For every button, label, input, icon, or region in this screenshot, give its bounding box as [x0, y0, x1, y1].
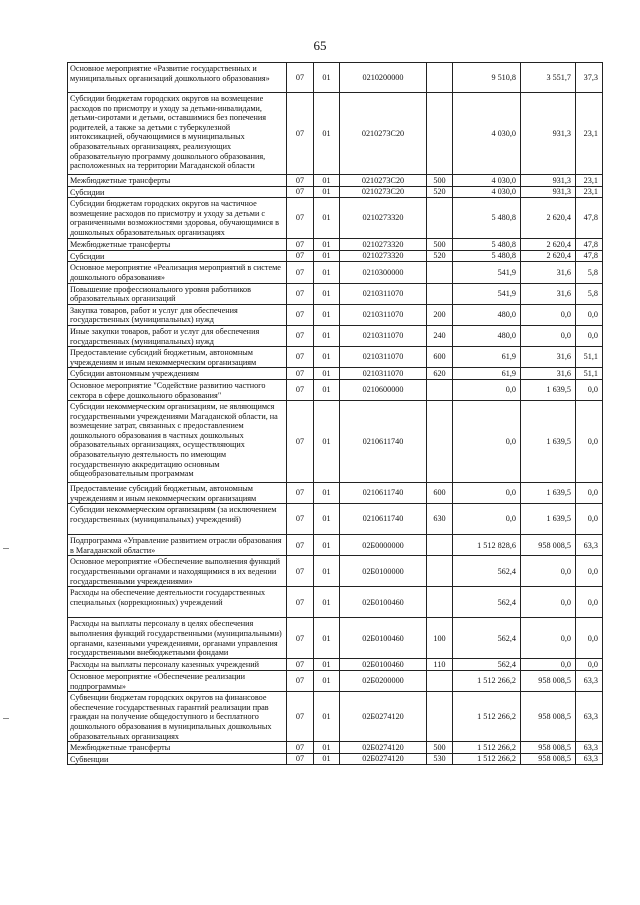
target-article-code: 0210311070: [340, 368, 427, 380]
actual-amount: 0,0: [521, 659, 576, 671]
table-body: [68, 63, 603, 765]
actual-amount: 958 008,5: [521, 742, 576, 754]
plan-amount: 0,0: [453, 401, 521, 483]
subsection-code: 01: [314, 753, 340, 765]
actual-amount: 2 620,4: [521, 250, 576, 262]
section-code: 07: [287, 368, 314, 380]
row-name: Межбюджетные трансферты: [68, 175, 287, 187]
execution-percent: 23,1: [576, 93, 603, 175]
row-name: Повышение профессионального уровня работников образовательных организаций: [68, 283, 287, 304]
section-code: 07: [287, 325, 314, 346]
execution-percent: 0,0: [576, 659, 603, 671]
actual-amount: 0,0: [521, 587, 576, 618]
execution-percent: 5,8: [576, 283, 603, 304]
table-row: [68, 692, 603, 742]
actual-amount: 958 008,5: [521, 753, 576, 765]
subsection-code: 01: [314, 175, 340, 187]
actual-amount: 1 639,5: [521, 504, 576, 535]
subsection-code: 01: [314, 63, 340, 93]
table-row: [68, 262, 603, 283]
expense-type-code: [427, 556, 453, 587]
target-article-code: 02Б0274120: [340, 692, 427, 742]
execution-percent: 37,3: [576, 63, 603, 93]
subsection-code: 01: [314, 556, 340, 587]
section-code: 07: [287, 175, 314, 187]
table-row: [68, 250, 603, 262]
subsection-code: 01: [314, 347, 340, 368]
row-name: Предоставление субсидий бюджетным, автономным учреждениям и иным некоммерческим организациям: [68, 483, 287, 504]
execution-percent: 63,3: [576, 753, 603, 765]
subsection-code: 01: [314, 283, 340, 304]
expense-type-code: 600: [427, 347, 453, 368]
plan-amount: 0,0: [453, 483, 521, 504]
target-article-code: 0210300000: [340, 262, 427, 283]
target-article-code: 0210611740: [340, 504, 427, 535]
actual-amount: 0,0: [521, 556, 576, 587]
subsection-code: 01: [314, 535, 340, 556]
expense-type-code: [427, 262, 453, 283]
section-code: 07: [287, 93, 314, 175]
section-code: 07: [287, 401, 314, 483]
table-row: [68, 504, 603, 535]
section-code: 07: [287, 63, 314, 93]
expense-type-code: 630: [427, 504, 453, 535]
actual-amount: 31,6: [521, 347, 576, 368]
page-number: 65: [313, 38, 327, 53]
plan-amount: 562,4: [453, 618, 521, 659]
target-article-code: 02Б0100460: [340, 618, 427, 659]
target-article-code: 02Б0200000: [340, 671, 427, 692]
table-row: [68, 283, 603, 304]
target-article-code: 0210611740: [340, 483, 427, 504]
expense-type-code: 530: [427, 753, 453, 765]
plan-amount: 5 480,8: [453, 198, 521, 239]
row-name: Межбюджетные трансферты: [68, 742, 287, 754]
expense-type-code: [427, 379, 453, 400]
table-row: [68, 753, 603, 765]
section-code: 07: [287, 692, 314, 742]
plan-amount: 4 030,0: [453, 175, 521, 187]
section-code: 07: [287, 587, 314, 618]
subsection-code: 01: [314, 250, 340, 262]
execution-percent: 0,0: [576, 401, 603, 483]
section-code: 07: [287, 742, 314, 754]
plan-amount: 9 510,8: [453, 63, 521, 93]
section-code: 07: [287, 618, 314, 659]
section-code: 07: [287, 262, 314, 283]
target-article-code: 0210273320: [340, 250, 427, 262]
actual-amount: 931,3: [521, 93, 576, 175]
expense-type-code: 100: [427, 618, 453, 659]
execution-percent: 0,0: [576, 483, 603, 504]
section-code: 07: [287, 671, 314, 692]
target-article-code: 0210273С20: [340, 175, 427, 187]
actual-amount: 958 008,5: [521, 671, 576, 692]
table-row: [68, 347, 603, 368]
plan-amount: 562,4: [453, 659, 521, 671]
expense-type-code: [427, 93, 453, 175]
section-code: 07: [287, 198, 314, 239]
plan-amount: 5 480,8: [453, 239, 521, 251]
row-name: Субвенции: [68, 753, 287, 765]
actual-amount: 931,3: [521, 175, 576, 187]
target-article-code: 02Б0100460: [340, 587, 427, 618]
row-name: Расходы на обеспечение деятельности государственных специальных (коррекционных) учреждений: [68, 587, 287, 618]
row-name: Субсидии бюджетам городских округов на частичное возмещение расходов по присмотру и уходу за детьми с ограниченными возможностями здоровья, обучающимися в дошкольных образовательных организациях: [68, 198, 287, 239]
target-article-code: 02Б0000000: [340, 535, 427, 556]
row-name: Расходы на выплаты персоналу казенных учреждений: [68, 659, 287, 671]
table-row: [68, 175, 603, 187]
subsection-code: 01: [314, 198, 340, 239]
section-code: 07: [287, 379, 314, 400]
section-code: 07: [287, 283, 314, 304]
plan-amount: 1 512 266,2: [453, 753, 521, 765]
table-row: [68, 587, 603, 618]
target-article-code: 02Б0274120: [340, 753, 427, 765]
plan-amount: 562,4: [453, 556, 521, 587]
section-code: 07: [287, 304, 314, 325]
row-name: Основное мероприятие «Обеспечение выполнения функций государственными органами и находящимися в их ведении государственными учреждениями»: [68, 556, 287, 587]
expense-type-code: 240: [427, 325, 453, 346]
subsection-code: 01: [314, 239, 340, 251]
row-name: Основное мероприятие "Содействие развитию частного сектора в сфере дошкольного образования": [68, 379, 287, 400]
row-name: Подпрограмма «Управление развитием отрасли образования в Магаданской области»: [68, 535, 287, 556]
subsection-code: 01: [314, 325, 340, 346]
plan-amount: 0,0: [453, 504, 521, 535]
actual-amount: 1 639,5: [521, 401, 576, 483]
section-code: 07: [287, 753, 314, 765]
row-name: Основное мероприятие «Обеспечение реализации подпрограммы»: [68, 671, 287, 692]
execution-percent: 0,0: [576, 618, 603, 659]
table-row: [68, 618, 603, 659]
row-name: Предоставление субсидий бюджетным, автономным учреждениям и иным некоммерческим организациям: [68, 347, 287, 368]
table-row: [68, 325, 603, 346]
table-row: [68, 535, 603, 556]
execution-percent: 0,0: [576, 504, 603, 535]
section-code: 07: [287, 556, 314, 587]
target-article-code: 0210200000: [340, 63, 427, 93]
row-name: Субсидии автономным учреждениям: [68, 368, 287, 380]
plan-amount: 61,9: [453, 368, 521, 380]
plan-amount: 480,0: [453, 304, 521, 325]
row-name: Субсидии: [68, 186, 287, 198]
section-code: 07: [287, 239, 314, 251]
actual-amount: 958 008,5: [521, 535, 576, 556]
table-row: [68, 186, 603, 198]
expense-type-code: 110: [427, 659, 453, 671]
row-name: Расходы на выплаты персоналу в целях обеспечения выполнения функций государственными (муниципальными) органами, казенными учреждениями, органами управления государственными внебюджетными фондами: [68, 618, 287, 659]
row-name: Закупка товаров, работ и услуг для обеспечения государственных (муниципальных) нужд: [68, 304, 287, 325]
plan-amount: 541,9: [453, 283, 521, 304]
actual-amount: 1 639,5: [521, 483, 576, 504]
section-code: 07: [287, 250, 314, 262]
table-row: [68, 239, 603, 251]
table-row: [68, 198, 603, 239]
execution-percent: 63,3: [576, 742, 603, 754]
expense-type-code: [427, 283, 453, 304]
table-row: [68, 742, 603, 754]
subsection-code: 01: [314, 186, 340, 198]
expense-type-code: [427, 401, 453, 483]
row-name: Основное мероприятие «Реализация мероприятий в системе дошкольного образования»: [68, 262, 287, 283]
row-name: Субсидии бюджетам городских округов на возмещение расходов по присмотру и уходу за детьми-инвалидами, детьми-сиротами и детьми, оставшимися без попечения родителей, а также за детьми с туберкулезной интоксикацией, обучающимися в муниципальных образовательных организациях, реализующих образовательную программу дошкольного образования, расположенных на территории Магаданской области: [68, 93, 287, 175]
row-name: Субвенции бюджетам городских округов на финансовое обеспечение государственных гарантий реализации прав граждан на получение общедоступного и бесплатного дошкольного образования в муниципальных дошкольных образовательных организациях: [68, 692, 287, 742]
margin-mark: [3, 548, 9, 549]
expense-type-code: [427, 535, 453, 556]
execution-percent: 0,0: [576, 325, 603, 346]
expense-type-code: 200: [427, 304, 453, 325]
subsection-code: 01: [314, 587, 340, 618]
subsection-code: 01: [314, 379, 340, 400]
plan-amount: 1 512 266,2: [453, 742, 521, 754]
plan-amount: 4 030,0: [453, 186, 521, 198]
plan-amount: 0,0: [453, 379, 521, 400]
target-article-code: 0210273320: [340, 239, 427, 251]
target-article-code: 0210311070: [340, 304, 427, 325]
actual-amount: 2 620,4: [521, 239, 576, 251]
execution-percent: 51,1: [576, 347, 603, 368]
table-row: [68, 659, 603, 671]
actual-amount: 31,6: [521, 283, 576, 304]
expense-type-code: [427, 198, 453, 239]
actual-amount: 958 008,5: [521, 692, 576, 742]
expense-type-code: 500: [427, 175, 453, 187]
expense-type-code: [427, 587, 453, 618]
actual-amount: 0,0: [521, 618, 576, 659]
budget-table: [67, 62, 603, 765]
subsection-code: 01: [314, 659, 340, 671]
execution-percent: 51,1: [576, 368, 603, 380]
execution-percent: 0,0: [576, 587, 603, 618]
plan-amount: 61,9: [453, 347, 521, 368]
plan-amount: 5 480,8: [453, 250, 521, 262]
target-article-code: 02Б0100000: [340, 556, 427, 587]
subsection-code: 01: [314, 618, 340, 659]
target-article-code: 0210600000: [340, 379, 427, 400]
section-code: 07: [287, 483, 314, 504]
table-row: [68, 401, 603, 483]
row-name: Субсидии некоммерческим организациям, не являющимся государственными учреждениями Магаданской области, на возмещение затрат, связанных с предоставлением дошкольного образования в частных дошкольных образовательных организациях, осуществляющих образовательную деятельность по имеющим государственную аккредитацию основным общеобразовательным программам: [68, 401, 287, 483]
target-article-code: 0210311070: [340, 283, 427, 304]
target-article-code: 02Б0274120: [340, 742, 427, 754]
target-article-code: 0210311070: [340, 325, 427, 346]
execution-percent: 0,0: [576, 379, 603, 400]
actual-amount: 1 639,5: [521, 379, 576, 400]
subsection-code: 01: [314, 304, 340, 325]
actual-amount: 0,0: [521, 304, 576, 325]
plan-amount: 541,9: [453, 262, 521, 283]
subsection-code: 01: [314, 483, 340, 504]
row-name: Межбюджетные трансферты: [68, 239, 287, 251]
execution-percent: 5,8: [576, 262, 603, 283]
row-name: Основное мероприятие «Развитие государственных и муниципальных организаций дошкольного образования»: [68, 63, 287, 93]
table-row: [68, 556, 603, 587]
expense-type-code: [427, 63, 453, 93]
target-article-code: 0210273С20: [340, 186, 427, 198]
row-name: Субсидии некоммерческим организациям (за исключением государственных (муниципальных) учреждений): [68, 504, 287, 535]
actual-amount: 2 620,4: [521, 198, 576, 239]
subsection-code: 01: [314, 742, 340, 754]
expense-type-code: [427, 671, 453, 692]
target-article-code: 0210273320: [340, 198, 427, 239]
section-code: 07: [287, 504, 314, 535]
actual-amount: 931,3: [521, 186, 576, 198]
margin-mark: [3, 718, 9, 719]
section-code: 07: [287, 659, 314, 671]
execution-percent: 23,1: [576, 175, 603, 187]
expense-type-code: 500: [427, 239, 453, 251]
section-code: 07: [287, 535, 314, 556]
actual-amount: 0,0: [521, 325, 576, 346]
expense-type-code: 500: [427, 742, 453, 754]
table-row: [68, 368, 603, 380]
execution-percent: 63,3: [576, 692, 603, 742]
execution-percent: 23,1: [576, 186, 603, 198]
subsection-code: 01: [314, 401, 340, 483]
expense-type-code: 600: [427, 483, 453, 504]
table-row: [68, 671, 603, 692]
expense-type-code: 620: [427, 368, 453, 380]
subsection-code: 01: [314, 692, 340, 742]
actual-amount: 3 551,7: [521, 63, 576, 93]
execution-percent: 47,8: [576, 250, 603, 262]
target-article-code: 0210273С20: [340, 93, 427, 175]
table-row: [68, 379, 603, 400]
plan-amount: 562,4: [453, 587, 521, 618]
expense-type-code: [427, 692, 453, 742]
row-name: Субсидии: [68, 250, 287, 262]
subsection-code: 01: [314, 368, 340, 380]
target-article-code: 0210611740: [340, 401, 427, 483]
execution-percent: 0,0: [576, 556, 603, 587]
plan-amount: 480,0: [453, 325, 521, 346]
execution-percent: 63,3: [576, 535, 603, 556]
section-code: 07: [287, 347, 314, 368]
row-name: Иные закупки товаров, работ и услуг для обеспечения государственных (муниципальных) нужд: [68, 325, 287, 346]
subsection-code: 01: [314, 262, 340, 283]
execution-percent: 47,8: [576, 198, 603, 239]
target-article-code: 0210311070: [340, 347, 427, 368]
subsection-code: 01: [314, 504, 340, 535]
execution-percent: 0,0: [576, 304, 603, 325]
expense-type-code: 520: [427, 186, 453, 198]
actual-amount: 31,6: [521, 262, 576, 283]
subsection-code: 01: [314, 93, 340, 175]
expense-type-code: 520: [427, 250, 453, 262]
execution-percent: 63,3: [576, 671, 603, 692]
actual-amount: 31,6: [521, 368, 576, 380]
table-row: [68, 304, 603, 325]
section-code: 07: [287, 186, 314, 198]
table-row: [68, 93, 603, 175]
plan-amount: 1 512 828,6: [453, 535, 521, 556]
target-article-code: 02Б0100460: [340, 659, 427, 671]
subsection-code: 01: [314, 671, 340, 692]
execution-percent: 47,8: [576, 239, 603, 251]
table-row: [68, 63, 603, 93]
plan-amount: 1 512 266,2: [453, 692, 521, 742]
plan-amount: 1 512 266,2: [453, 671, 521, 692]
plan-amount: 4 030,0: [453, 93, 521, 175]
table-row: [68, 483, 603, 504]
